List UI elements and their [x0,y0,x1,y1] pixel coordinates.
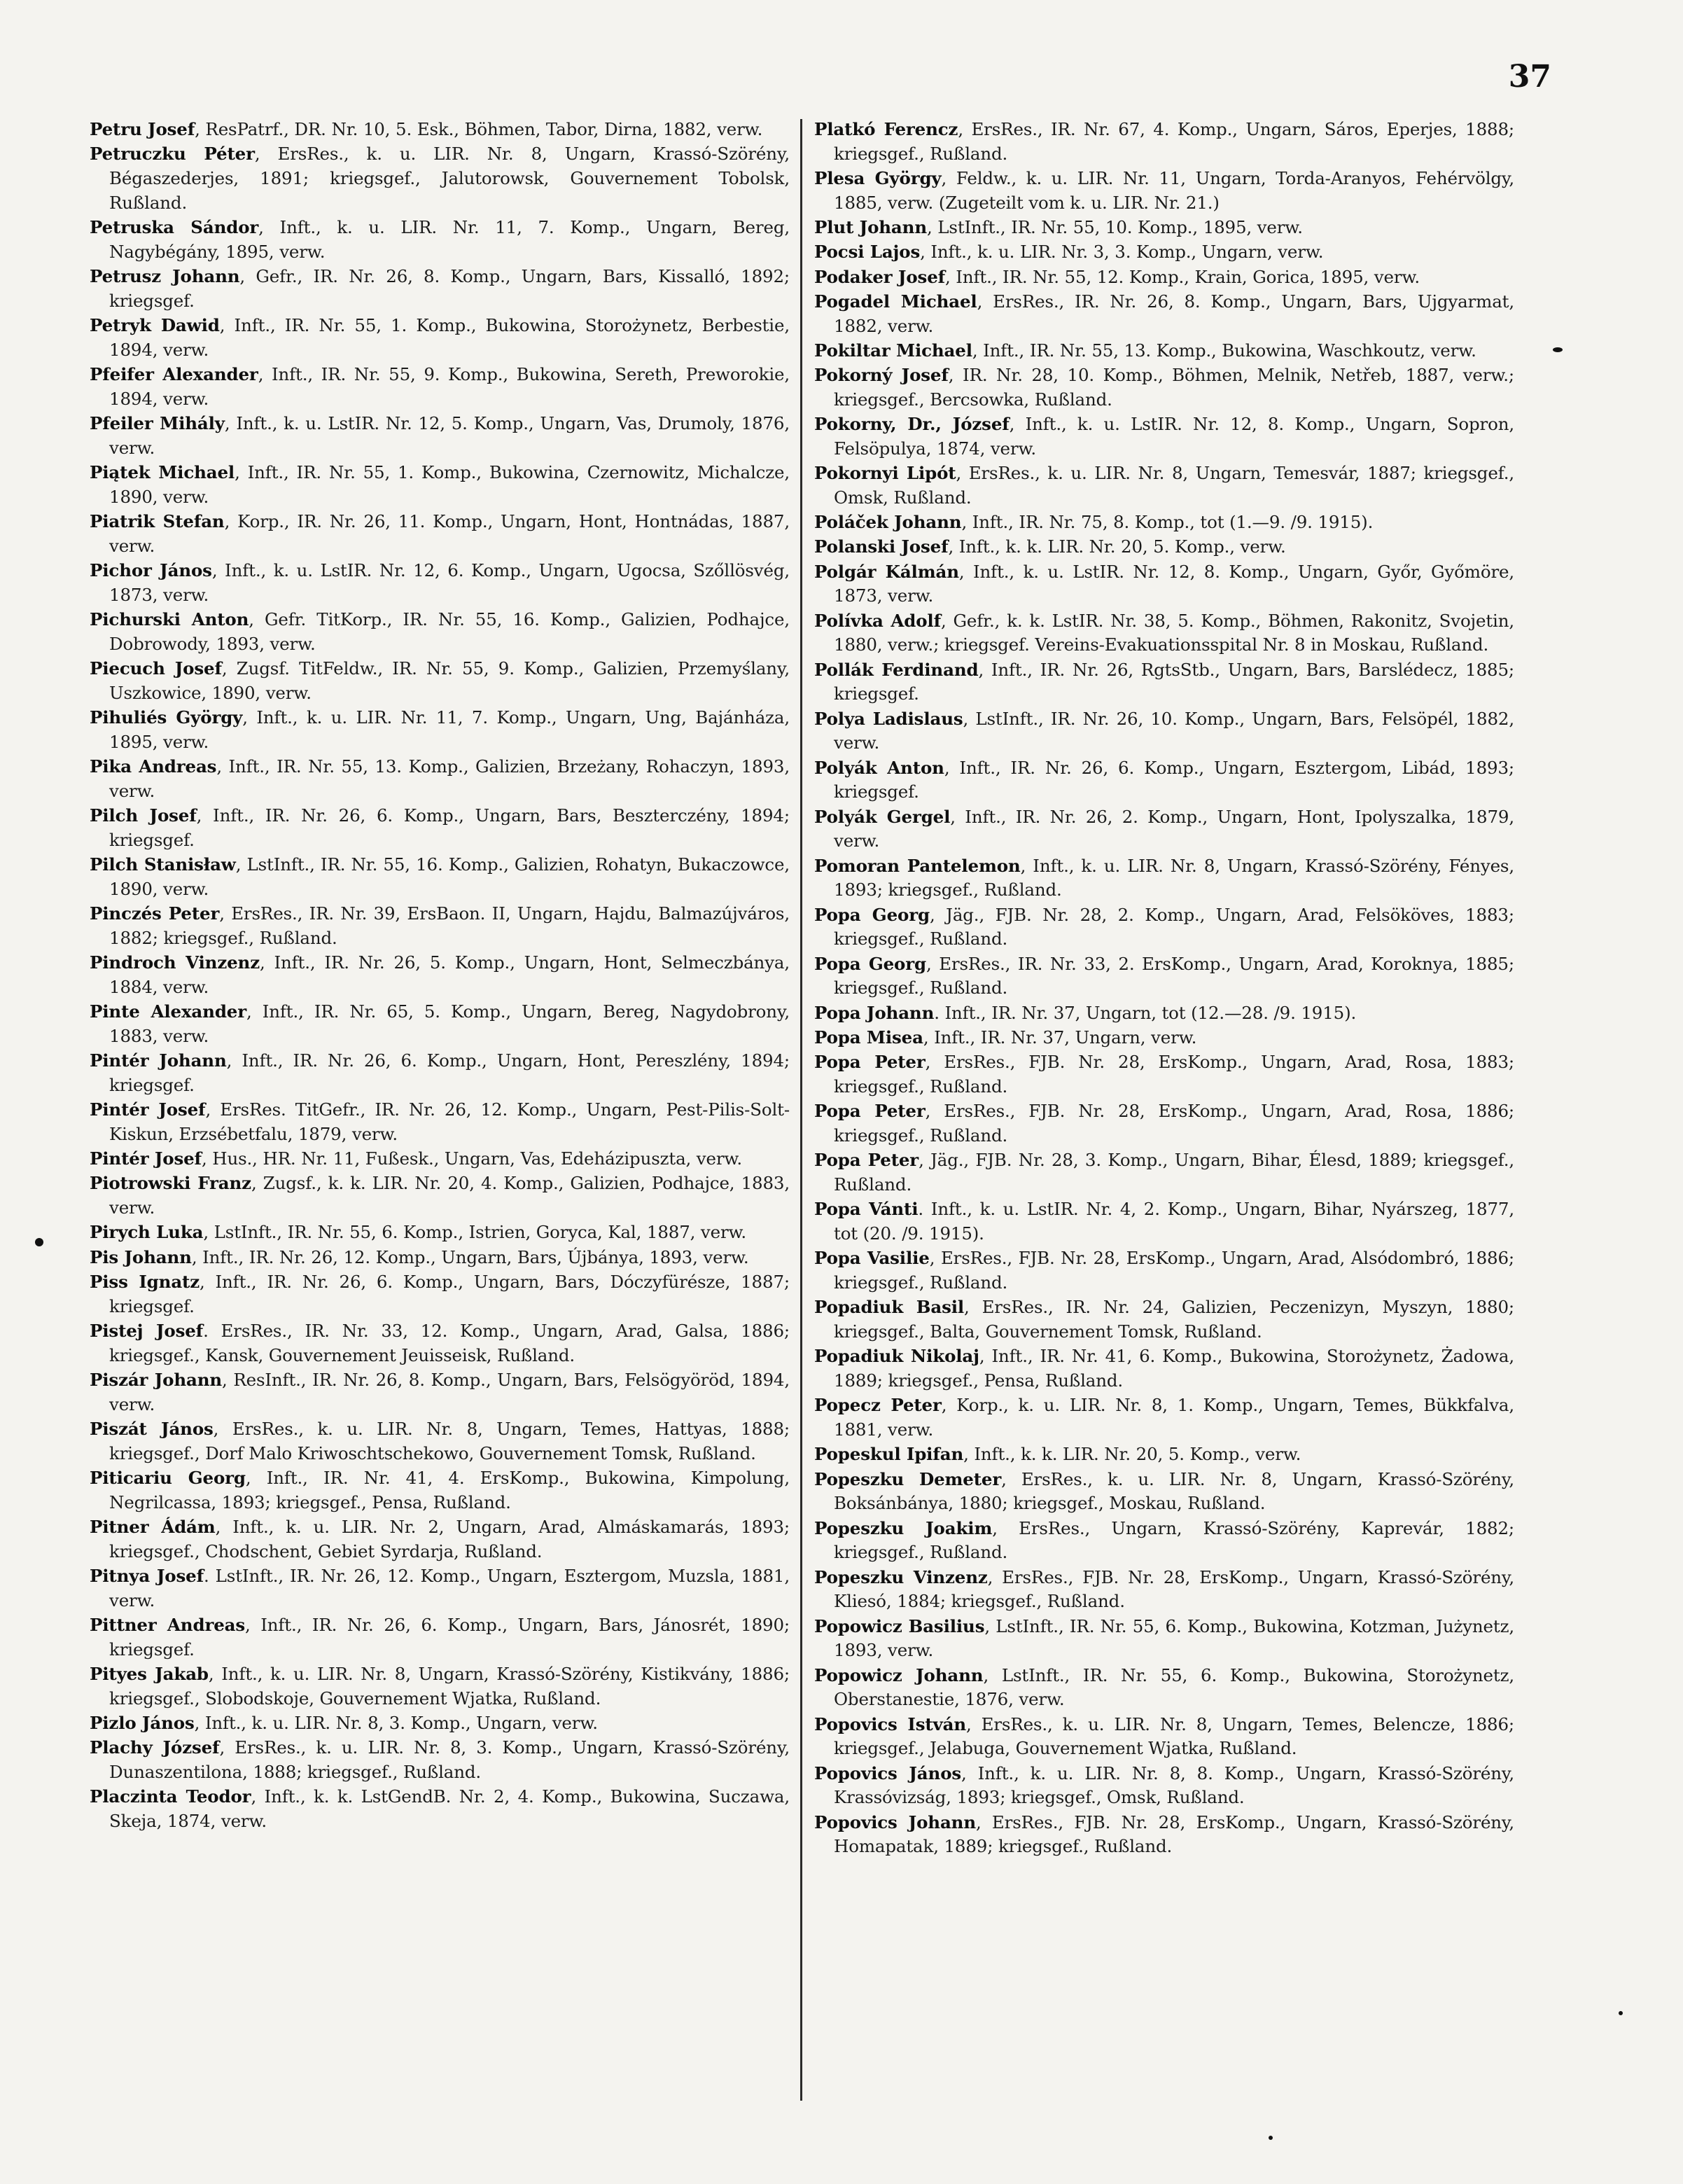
entry-name: Pogadel Michael [814,291,977,312]
entry-name: Polyák Anton [814,757,944,778]
register-entry [814,1566,1514,1614]
entry-name: Petruska Sándor [90,217,259,237]
register-entry [814,1344,1514,1393]
entry-name: Pilch Josef [90,805,197,826]
entry-name: Pfeiler Mihály [90,413,225,433]
entry-details: , ErsRes., IR. Nr. 26, 8. Komp., Ungarn, Bars, Ujgyarmat, 1882, verw. [834,291,1514,336]
entry-name: Pindroch Vinzenz [90,952,260,973]
entry-details: , Inft., IR. Nr. 55, 9. Komp., Bukowina, Sereth, Preworokie, 1894, verw. [109,364,790,409]
entry-details: , IR. Nr. 28, 10. Komp., Böhmen, Melnik, Netřeb, 1887, verw.; kriegsgef., Bercsowka, Rußland. [834,365,1514,410]
entry-details: , Inft., IR. Nr. 65, 5. Komp., Ungarn, Bereg, Nagydobrony, 1883, verw. [109,1001,790,1046]
entry-name: Polívka Adolf [814,610,941,631]
entry-name: Piss Ignatz [90,1271,200,1292]
register-entry [90,951,790,999]
entry-details: , Inft., k. u. LIR. Nr. 8, 8. Komp., Ungarn, Krassó-Szörény, Krassóvizság, 1893; kriegsgef., Omsk, Rußland. [834,1762,1514,1808]
entry-name: Popeszku Vinzenz [814,1566,988,1587]
entry-name: Pokorny, Dr., József [814,414,1010,435]
entry-details: , ErsRes., IR. Nr. 67, 4. Komp., Ungarn, Sáros, Eperjes, 1888; kriegsgef., Rußland. [834,119,1514,164]
entry-details: , ErsRes., FJB. Nr. 28, ErsKomp., Ungarn, Arad, Rosa, 1883; kriegsgef., Rußland. [834,1052,1514,1097]
entry-details: , ErsRes., k. u. LIR. Nr. 8, Ungarn, Temesvár, 1887; kriegsgef., Omsk, Rußland. [834,463,1514,508]
entry-details: , ErsRes., FJB. Nr. 28, ErsKomp., Ungarn, Arad, Rosa, 1886; kriegsgef., Rußland. [834,1101,1514,1146]
entry-name: Piotrowski Franz [90,1173,251,1194]
scan-speck [1553,347,1563,352]
register-entry [90,608,790,656]
entry-name: Petrusz Johann [90,266,240,286]
register-entry [90,755,790,803]
entry-name: Popadiuk Basil [814,1297,965,1318]
register-entry [90,1564,790,1613]
register-entry [814,118,1514,166]
register-entry [814,240,1514,265]
entry-name: Pintér Josef [90,1148,202,1169]
entry-details: , ErsRes., k. u. LIR. Nr. 8, Ungarn, Krassó-Szörény, Boksánbánya, 1880; kriegsgef., Moskau, Rußland. [834,1468,1514,1514]
entry-name: Pokiltar Michael [814,340,972,361]
entry-details: , Inft., IR. Nr. 55, 13. Komp., Galizien, Brzeżany, Rohaczyn, 1893, verw. [109,756,790,801]
register-entry [814,805,1514,854]
register-entry [814,1664,1514,1712]
entry-name: Petruczku Péter [90,144,255,165]
scan-speck [1269,2136,1273,2140]
register-entry [90,363,790,411]
register-entry [814,339,1514,363]
register-entry [814,1197,1514,1246]
register-entry [90,1417,790,1466]
entry-name: Popowicz Johann [814,1664,984,1685]
entry-details: , ResInft., IR. Nr. 26, 8. Komp., Ungarn, Bars, Felsögyöröd, 1894, verw. [109,1369,790,1414]
entry-details: , ErsRes., FJB. Nr. 28, ErsKomp., Ungarn, Arad, Alsódombró, 1886; kriegsgef., Rußland. [834,1248,1515,1293]
register-entry [814,658,1514,707]
entry-name: Pitnya Josef [90,1565,204,1586]
register-entry [814,1050,1514,1099]
column-divider [800,119,802,2101]
register-entry [814,1762,1514,1810]
register-entry [814,167,1514,215]
register-entry [90,1246,790,1270]
entry-name: Pinczés Peter [90,903,220,924]
entry-details: , Inft., IR. Nr. 55, 12. Komp., Krain, Gorica, 1895, verw. [945,266,1420,287]
register-entry [90,1466,790,1515]
entry-details: , Inft., k. u. LIR. Nr. 11, 7. Komp., Ungarn, Ung, Bajánháza, 1895, verw. [109,707,790,752]
entry-details: , ErsRes., Ungarn, Krassó-Szörény, Kaprevár, 1882; kriegsgef., Rußland. [834,1517,1514,1563]
register-entry [90,314,790,362]
entry-name: Placzinta Teodor [90,1786,251,1807]
entry-name: Platkó Ferencz [814,119,958,139]
entry-name: Pichor János [90,560,212,580]
entry-name: Poláček Johann [814,512,962,533]
entry-details: , Inft., k. u. LstIR. Nr. 12, 8. Komp., Ungarn, Sopron, Felsöpulya, 1874, verw. [834,414,1514,459]
entry-name: Popovics János [814,1762,962,1783]
register-entry [90,216,790,264]
entry-details: , Inft., k. u. LIR. Nr. 8, Ungarn, Krassó-Szörény, Fényes, 1893; kriegsgef., Rußland. [834,855,1514,900]
entry-details: , LstInft., IR. Nr. 55, 6. Komp., Bukowina, Kotzman, Jużynetz, 1893, verw. [834,1615,1514,1661]
entry-details: , LstInft., IR. Nr. 55, 16. Komp., Galizien, Rohatyn, Bukaczowce, 1890, verw. [109,854,790,899]
entry-details: , Inft., k. k. LstGendB. Nr. 2, 4. Komp., Bukowina, Suczawa, Skeja, 1874, verw. [109,1786,790,1831]
register-entry [90,1662,790,1711]
entry-details: , ErsRes. TitGefr., IR. Nr. 26, 12. Komp., Ungarn, Pest-Pilis-Solt-Kiskun, Erzsébetfalu, 1879, verw. [109,1099,790,1144]
entry-name: Piszár Johann [90,1369,223,1390]
entry-name: Popovics István [814,1713,966,1734]
register-entry [90,118,790,142]
register-entry [814,1148,1514,1197]
register-entry [90,412,790,460]
entry-details: , Inft., IR. Nr. 75, 8. Komp., tot (1.—9. /9. 1915). [961,512,1374,533]
entry-name: Polyák Gergel [814,806,951,827]
entry-details: . ErsRes., IR. Nr. 33, 12. Komp., Ungarn, Arad, Galsa, 1886; kriegsgef., Kansk, Gouvernement Jeuisseisk, Rußland. [109,1320,790,1365]
entry-name: Popa Vánti [814,1199,919,1220]
entry-details: , Inft., k. u. LIR. Nr. 8, Ungarn, Krassó-Szörény, Kistikvány, 1886; kriegsgef., Slobodskoje, Gouvernement Wjatka, Rußland. [109,1663,790,1709]
entry-details: , Inft., IR. Nr. 26, 6. Komp., Ungarn, Bars, Beszterczény, 1894; kriegsgef. [109,805,790,850]
entry-details: , Inft., IR. Nr. 55, 1. Komp., Bukowina, Storożynetz, Berbestie, 1894, verw. [109,315,790,360]
entry-details: , Inft., IR. Nr. 26, 12. Komp., Ungarn, Bars, Újbánya, 1893, verw. [191,1246,749,1267]
register-entry [90,1147,790,1171]
entry-name: Polanski Josef [814,536,949,557]
register-entry [90,1736,790,1784]
entry-details: , Inft., k. u. LIR. Nr. 3, 3. Komp., Ungarn, verw. [920,242,1324,263]
entry-details: , Inft., k. u. LstIR. Nr. 12, 8. Komp., Ungarn, Győr, Győmöre, 1873, verw. [834,561,1514,606]
entry-details: . Inft., k. u. LstIR. Nr. 4, 2. Komp., Ungarn, Bihar, Nyárszeg, 1877, tot (20. /9. 1915). [834,1199,1514,1244]
register-entry [90,657,790,705]
register-entry [90,1220,790,1245]
entry-details: , Inft., k. u. LstIR. Nr. 12, 5. Komp., Ungarn, Vas, Drumoly, 1876, verw. [109,413,790,458]
entry-name: Popa Johann [814,1002,935,1023]
entry-details: , Inft., IR. Nr. 26, RgtsStb., Ungarn, Bars, Barslédecz, 1885; kriegsgef. [834,659,1514,704]
entry-details: , ErsRes., FJB. Nr. 28, ErsKomp., Ungarn, Krassó-Szörény, Kliesó, 1884; kriegsgef., Rußland. [834,1566,1514,1612]
entry-name: Popa Peter [814,1101,926,1122]
entry-name: Popa Peter [814,1052,926,1073]
entry-name: Piecuch Josef [90,658,222,679]
entry-name: Pomoran Pantelemon [814,855,1021,876]
register-entry [90,1319,790,1368]
entry-name: Popa Georg [814,953,926,974]
entry-details: , Korp., k. u. LIR. Nr. 8, 1. Komp., Ungarn, Temes, Bükkfalva, 1881, verw. [834,1395,1514,1440]
entry-name: Popadiuk Nikolaj [814,1346,979,1367]
entry-details: , Inft., IR. Nr. 26, 5. Komp., Ungarn, Hont, Selmeczbánya, 1884, verw. [109,952,790,997]
register-entry [814,265,1514,290]
entry-details: , Hus., HR. Nr. 11, Fußesk., Ungarn, Vas, Edeházipuszta, verw. [201,1148,742,1169]
entry-details: , ErsRes., k. u. LIR. Nr. 8, 3. Komp., Ungarn, Krassó-Szörény, Dunaszentilona, 1888; kriegsgef., Rußland. [109,1737,790,1782]
register-entry [90,510,790,558]
entry-details: , Inft., k. u. LIR. Nr. 11, 7. Komp., Ungarn, Bereg, Nagybégány, 1895, verw. [109,217,790,262]
entry-name: Pokornyi Lipót [814,463,956,484]
entry-details: , ErsRes., FJB. Nr. 28, ErsKomp., Ungarn, Krassó-Szörény, Homapatak, 1889; kriegsgef., Rußland. [834,1811,1515,1857]
entry-name: Pis Johann [90,1246,192,1267]
entry-details: , Gefr., k. k. LstIR. Nr. 38, 5. Komp., Böhmen, Rakonitz, Svojetin, 1880, verw.; kriegsgef. Vereins-Evakuationsspital Nr. 8 in Moskau, Rußland. [834,610,1514,655]
register-entry [814,1026,1514,1050]
register-entry [814,1393,1514,1442]
entry-name: Popowicz Basilius [814,1615,985,1636]
entry-name: Pitner Ádám [90,1516,216,1537]
entry-details: , LstInft., IR. Nr. 55, 10. Komp., 1895, verw. [927,217,1303,237]
entry-details: , Inft., IR. Nr. 26, 6. Komp., Ungarn, Hont, Pereszlény, 1894; kriegsgef. [109,1050,790,1095]
entry-name: Pintér Johann [90,1050,227,1071]
register-entry [814,1517,1514,1565]
entry-name: Piszát János [90,1418,214,1439]
entry-details: , Inft., IR. Nr. 26, 6. Komp., Ungarn, Bars, Jánosrét, 1890; kriegsgef. [109,1614,790,1660]
register-entry [90,1711,790,1736]
entry-details: , ErsRes., k. u. LIR. Nr. 8, Ungarn, Krassó-Szörény, Bégaszederjes, 1891; kriegsgef., Jalutorowsk, Gouvernement Tobolsk, Rußland. [109,144,790,213]
entry-details: , Inft., k. u. LIR. Nr. 2, Ungarn, Arad, Almáskamarás, 1893; kriegsgef., Chodschent, Gebiet Syrdarja, Rußland. [109,1516,790,1562]
entry-name: Popa Vasilie [814,1248,930,1269]
register-entry [90,902,790,950]
register-entry [814,412,1514,461]
entry-name: Pityes Jakab [90,1663,209,1684]
register-entry [814,952,1514,1001]
register-entry [90,1515,790,1564]
entry-name: Pinte Alexander [90,1001,246,1022]
entry-name: Pika Andreas [90,756,217,777]
entry-name: Piatrik Stefan [90,511,225,531]
entry-details: , ErsRes., IR. Nr. 33, 2. ErsKomp., Ungarn, Arad, Koroknya, 1885; kriegsgef., Rußland. [834,953,1514,999]
entry-name: Popeszku Demeter [814,1468,1002,1489]
scan-speck [35,1238,43,1246]
entry-name: Popeszku Joakim [814,1517,993,1538]
entry-details: , ResPatrf., DR. Nr. 10, 5. Esk., Böhmen, Tabor, Dirna, 1882, verw. [195,119,763,139]
entry-name: Plachy József [90,1737,220,1758]
entry-details: , ErsRes., IR. Nr. 24, Galizien, Peczenizyn, Myszyn, 1880; kriegsgef., Balta, Gouvernement Tomsk, Rußland. [834,1297,1514,1342]
register-entry [814,1099,1514,1148]
entry-name: Pistej Josef [90,1320,204,1341]
register-entry [814,560,1514,608]
register-entry [814,1001,1514,1026]
entry-details: , Inft., IR. Nr. 41, 6. Komp., Bukowina, Storożynetz, Żadowa, 1889; kriegsgef., Pensa, Rußland. [834,1346,1514,1391]
register-entry [814,756,1514,805]
left-column [90,118,790,1834]
entry-details: , ErsRes., k. u. LIR. Nr. 8, Ungarn, Temes, Hattyas, 1888; kriegsgef., Dorf Malo Kriwoschtschekowo, Gouvernement Tomsk, Rußland. [109,1418,790,1463]
register-entry [90,1098,790,1146]
entry-details: , Inft., IR. Nr. 26, 6. Komp., Ungarn, Esztergom, Libád, 1893; kriegsgef. [834,757,1514,802]
register-entry [90,706,790,754]
entry-details: , Inft., k. k. LIR. Nr. 20, 5. Komp., verw. [963,1444,1301,1465]
register-entry [90,559,790,607]
entry-name: Plut Johann [814,217,927,237]
entry-name: Pokorný Josef [814,365,949,386]
entry-name: Piątek Michael [90,462,235,482]
register-entry [814,854,1514,903]
entry-name: Popa Misea [814,1027,923,1048]
entry-name: Pocsi Lajos [814,242,921,263]
page-number: 37 [1508,59,1551,95]
entry-details: , Gefr. TitKorp., IR. Nr. 55, 16. Komp., Galizien, Podhajce, Dobrowody, 1893, verw. [109,609,790,654]
entry-name: Pittner Andreas [90,1614,246,1635]
register-entry [814,1615,1514,1663]
entry-details: , Zugsf., k. k. LIR. Nr. 20, 4. Komp., Galizien, Podhajce, 1883, verw. [109,1173,790,1218]
right-column [814,118,1514,1860]
entry-name: Polgár Kálmán [814,561,959,582]
entry-details: , Feldw., k. u. LIR. Nr. 11, Ungarn, Torda-Aranyos, Fehérvölgy, 1885, verw. (Zugeteilt vom k. u. LIR. Nr. 21.) [834,168,1514,213]
register-entry [90,1049,790,1097]
register-entry [814,1811,1514,1859]
entry-details: . LstInft., IR. Nr. 26, 12. Komp., Ungarn, Esztergom, Muzsla, 1881, verw. [109,1565,790,1611]
register-entry [814,1468,1514,1516]
entry-name: Plesa György [814,168,942,188]
entry-details: , Inft., k. u. LstIR. Nr. 12, 6. Komp., Ungarn, Ugocsa, Szőllösvég, 1873, verw. [109,560,790,605]
entry-details: , Zugsf. TitFeldw., IR. Nr. 55, 9. Komp., Galizien, Przemyślany, Uszkowice, 1890, verw. [109,658,790,703]
entry-name: Pilch Stanisław [90,854,236,875]
register-entry [90,853,790,901]
register-entry [90,461,790,509]
register-entry [814,707,1514,756]
register-entry [90,1270,790,1319]
entry-name: Popa Georg [814,904,930,925]
entry-name: Podaker Josef [814,266,946,287]
entry-name: Popecz Peter [814,1395,942,1416]
register-entry [814,535,1514,559]
register-entry [90,142,790,215]
entry-details: , Gefr., IR. Nr. 26, 8. Komp., Ungarn, Bars, Kissalló, 1892; kriegsgef. [109,266,790,311]
entry-name: Petryk Dawid [90,315,220,335]
register-entry [90,1785,790,1833]
entry-name: Popa Peter [814,1150,919,1171]
entry-name: Pichurski Anton [90,609,249,630]
register-entry [90,1613,790,1662]
entry-name: Popeskul Ipifan [814,1444,964,1465]
register-entry [814,1442,1514,1467]
entry-details: , Jäg., FJB. Nr. 28, 3. Komp., Ungarn, Bihar, Élesd, 1889; kriegsgef., Rußland. [834,1150,1514,1195]
entry-details: , Inft., k. k. LIR. Nr. 20, 5. Komp., verw. [948,536,1286,557]
register-entry [90,1171,790,1220]
entry-name: Polya Ladislaus [814,708,963,729]
entry-details: , Inft., IR. Nr. 26, 6. Komp., Ungarn, Bars, Dóczyfürésze, 1887; kriegsgef. [109,1271,790,1316]
entry-name: Pfeifer Alexander [90,364,258,384]
register-entry [814,290,1514,338]
register-entry [90,265,790,313]
entry-name: Petru Josef [90,119,195,139]
entry-details: , LstInft., IR. Nr. 55, 6. Komp., Bukowina, Storożynetz, Oberstanestie, 1876, verw. [834,1664,1514,1710]
register-entry [90,804,790,852]
entry-details: , Inft., IR. Nr. 26, 2. Komp., Ungarn, Hont, Ipolyszalka, 1879, verw. [834,806,1514,851]
entry-name: Pintér Josef [90,1099,206,1120]
entry-name: Pizlo János [90,1712,195,1733]
entry-details: , LstInft., IR. Nr. 55, 6. Komp., Istrien, Goryca, Kal, 1887, verw. [203,1222,747,1243]
entry-details: , LstInft., IR. Nr. 26, 10. Komp., Ungarn, Bars, Felsöpél, 1882, verw. [834,708,1514,753]
register-entry [90,1368,790,1417]
entry-name: Pihuliés György [90,707,243,728]
entry-details: , ErsRes., k. u. LIR. Nr. 8, Ungarn, Temes, Belencze, 1886; kriegsgef., Jelabuga, Gouvernement Wjatka, Rußland. [834,1713,1514,1759]
register-entry [90,1000,790,1048]
entry-details: , Inft., IR. Nr. 55, 13. Komp., Bukowina, Waschkoutz, verw. [972,340,1476,361]
entry-details: , Jäg., FJB. Nr. 28, 2. Komp., Ungarn, Arad, Felsököves, 1883; kriegsgef., Rußland. [834,904,1514,950]
register-entry [814,903,1514,952]
entry-details: , Inft., IR. Nr. 37, Ungarn, verw. [923,1027,1197,1048]
entry-details: , Inft., IR. Nr. 41, 4. ErsKomp., Bukowina, Kimpolung, Negrilcassa, 1893; kriegsgef., Pensa, Rußland. [109,1467,790,1512]
entry-name: Pirych Luka [90,1222,204,1243]
entry-name: Popovics Johann [814,1811,977,1832]
entry-details: , ErsRes., IR. Nr. 39, ErsBaon. II, Ungarn, Hajdu, Balmazújváros, 1882; kriegsgef., Rußland. [109,903,790,948]
register-entry [814,609,1514,658]
register-entry [814,1246,1514,1295]
scan-speck [1619,2011,1623,2015]
entry-name: Pollák Ferdinand [814,659,979,680]
register-entry [814,1295,1514,1344]
entry-name: Piticariu Georg [90,1467,246,1488]
register-entry [814,510,1514,535]
register-entry [814,216,1514,240]
register-entry [814,1713,1514,1761]
register-entry [814,461,1514,510]
register-entry [814,363,1514,412]
entry-details: , Inft., k. u. LIR. Nr. 8, 3. Komp., Ungarn, verw. [194,1712,598,1733]
entry-details: . Inft., IR. Nr. 37, Ungarn, tot (12.—28. /9. 1915). [934,1002,1357,1023]
entry-details: , Inft., IR. Nr. 55, 1. Komp., Bukowina, Czernowitz, Michalcze, 1890, verw. [109,462,790,507]
entry-details: , Korp., IR. Nr. 26, 11. Komp., Ungarn, Hont, Hontnádas, 1887, verw. [109,511,790,556]
